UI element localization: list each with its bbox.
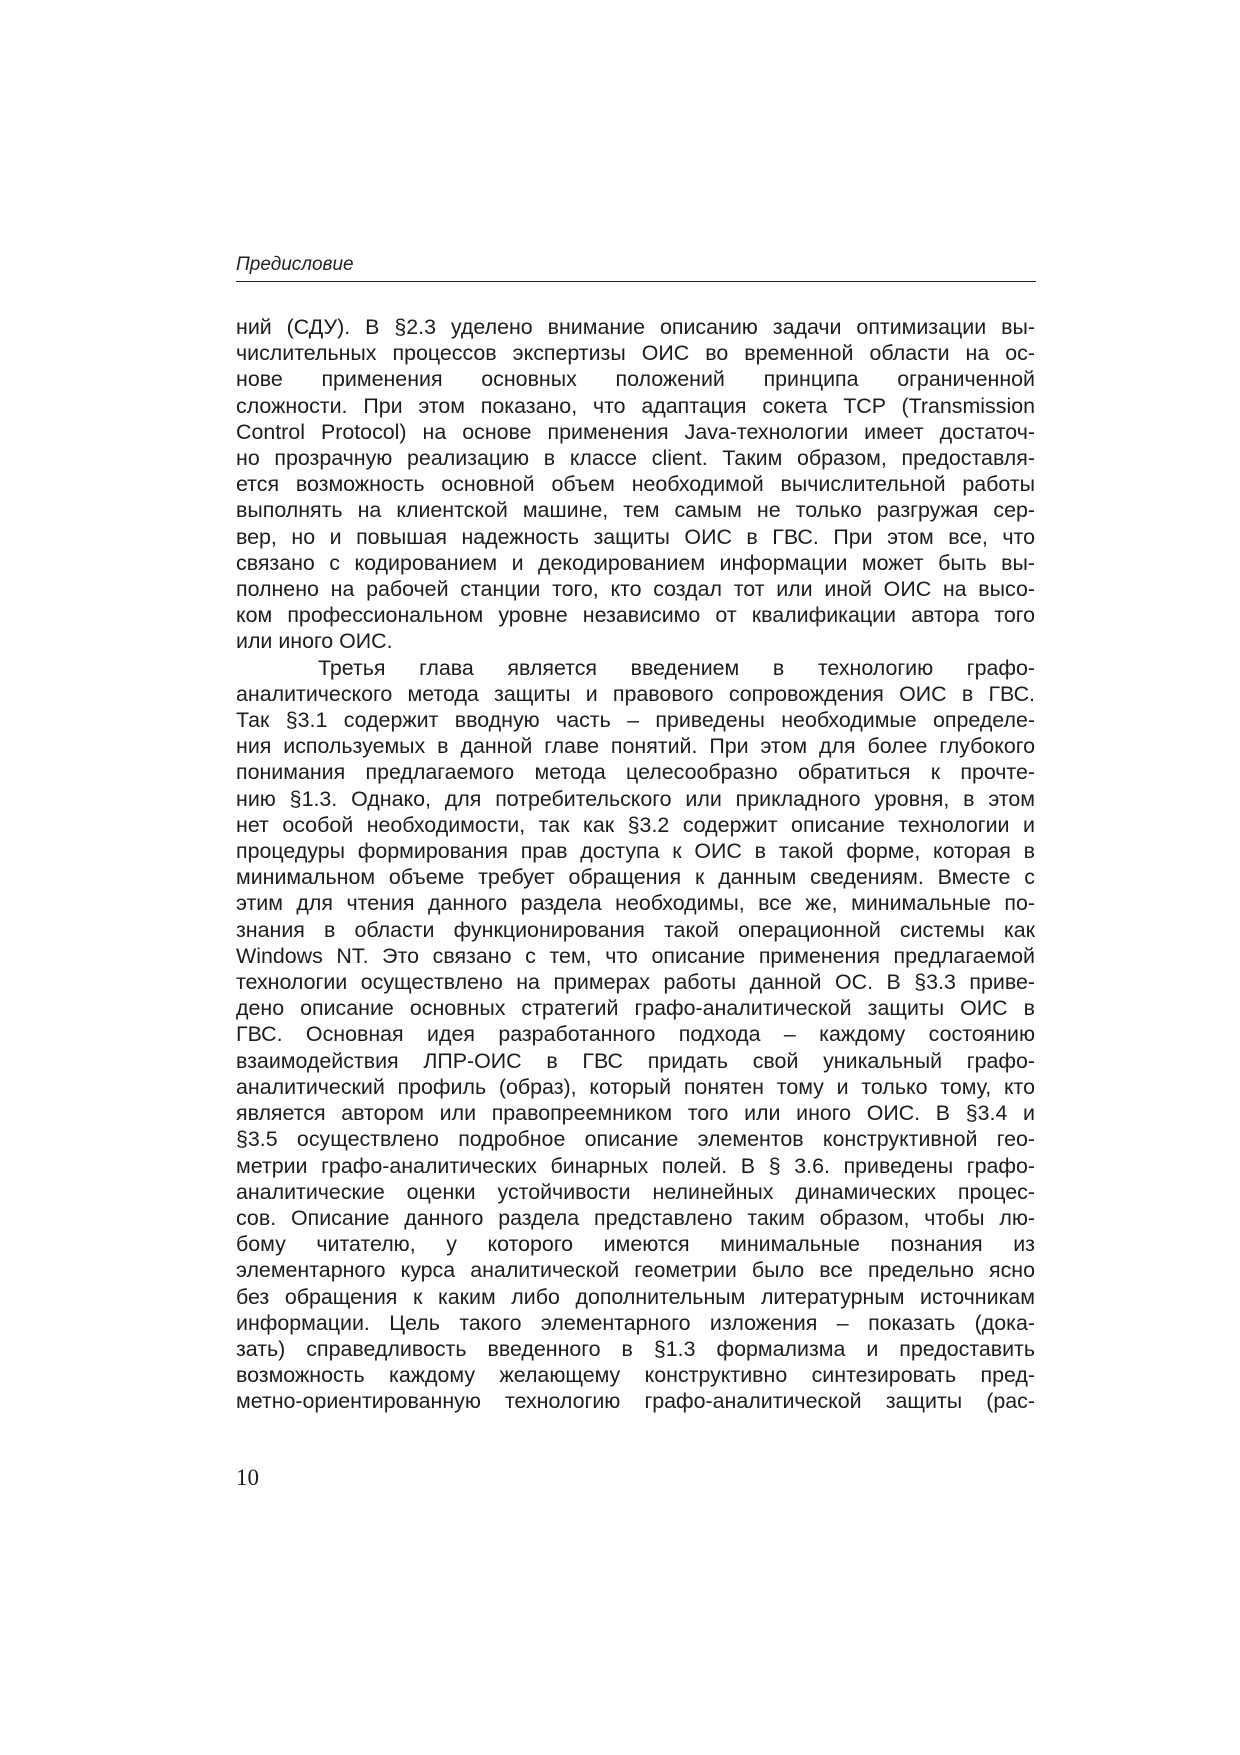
text-line: числительных процессов экспертизы ОИС во временной области на ос- (236, 341, 1035, 366)
text-line: технологии осуществлено на примерах работы данной ОС. В §3.3 приве- (236, 970, 1035, 995)
text-line: зать) справедливость введенного в §1.3 формализма и предоставить (236, 1336, 1035, 1361)
text-line: вер, но и повышая надежность защиты ОИС в ГВС. При этом все, что (236, 524, 1035, 549)
text-line: связано с кодированием и декодированием информации может быть вы- (236, 550, 1035, 575)
text-line: выполнять на клиентской машине, тем самым не только разгружая сер- (236, 498, 1035, 523)
text-line: ется возможность основной объем необходимой вычислительной работы (236, 472, 1035, 497)
page-number: 10 (236, 1465, 259, 1490)
text-line: сов. Описание данного раздела представлено таким образом, чтобы лю- (236, 1205, 1035, 1230)
text-line: информации. Цель такого элементарного изложения – показать (дока- (236, 1310, 1035, 1335)
running-header-title: Предисловие (236, 254, 354, 275)
text-line: взаимодействия ЛПР-ОИС в ГВС придать свой уникальный графо- (236, 1048, 1035, 1073)
text-line: аналитического метода защиты и правового сопровождения ОИС в ГВС. (236, 681, 1035, 706)
text-line: знания в области функционирования такой операционной системы как (236, 917, 1035, 942)
text-line: дено описание основных стратегий графо-аналитической защиты ОИС в (236, 996, 1035, 1021)
text-line: ний (СДУ). В §2.3 уделено внимание описанию задачи оптимизации вы- (236, 315, 1035, 339)
body-text (236, 314, 1035, 1415)
text-line: бому читателю, у которого имеются минимальные познания из (236, 1232, 1035, 1257)
text-line: или иного ОИС. (236, 629, 393, 654)
text-line: ГВС. Основная идея разработанного подхода – каждому состоянию (236, 1022, 1035, 1047)
text-line: но прозрачную реализацию в классе client. Таким образом, предоставля- (236, 446, 1035, 471)
text-line: нию §1.3. Однако, для потребительского или прикладного уровня, в этом (236, 786, 1035, 811)
text-line: сложности. При этом показано, что адаптация сокета TCP (Transmission (236, 393, 1035, 418)
text-line: минимальном объеме требует обращения к данным сведениям. Вместе с (236, 865, 1035, 890)
text-line: ния используемых в данной главе понятий. При этом для более глубокого (236, 734, 1035, 759)
text-line: процедуры формирования прав доступа к ОИС в такой форме, которая в (236, 839, 1035, 864)
text-line: понимания предлагаемого метода целесообразно обратиться к прочте- (236, 760, 1035, 785)
text-line: возможность каждому желающему конструктивно синтезировать пред- (236, 1363, 1035, 1388)
text-line: аналитические оценки устойчивости нелинейных динамических процес- (236, 1179, 1035, 1204)
text-line: без обращения к каким либо дополнительным литературным источникам (236, 1284, 1035, 1309)
text-line: §3.5 осуществлено подробное описание элементов конструктивной гео- (236, 1127, 1035, 1152)
text-line: Третья глава является введением в технологию графо- (318, 655, 1035, 680)
paragraph (236, 314, 1035, 655)
text-line: Control Protocol) на основе применения Java-технологии имеет достаточ- (236, 419, 1035, 444)
text-line: метрии графо-аналитических бинарных полей. В § 3.6. приведены графо- (236, 1153, 1035, 1178)
text-line: ком профессиональном уровне независимо от квалификации автора того (236, 603, 1035, 628)
text-line: этим для чтения данного раздела необходимы, все же, минимальные по- (236, 891, 1035, 916)
text-line: элементарного курса аналитической геометрии было все предельно ясно (236, 1258, 1035, 1283)
text-line: нет особой необходимости, так как §3.2 содержит описание технологии и (236, 812, 1035, 837)
text-line: метно-ориентированную технологию графо-аналитической защиты (рас- (236, 1389, 1035, 1414)
text-line: полнено на рабочей станции того, кто создал тот или иной ОИС на высо- (236, 577, 1035, 602)
text-line: нове применения основных положений принципа ограниченной (236, 367, 1035, 392)
text-line: Windows NT. Это связано с тем, что описание применения предлагаемой (236, 943, 1035, 968)
text-line: Так §3.1 содержит вводную часть – приведены необходимые определе- (236, 708, 1035, 733)
text-line: является автором или правопреемником того или иного ОИС. В §3.4 и (236, 1101, 1035, 1126)
text-line: аналитический профиль (образ), который понятен тому и только тому, кто (236, 1074, 1035, 1099)
running-header (236, 255, 1036, 282)
paragraph (236, 655, 1035, 1415)
